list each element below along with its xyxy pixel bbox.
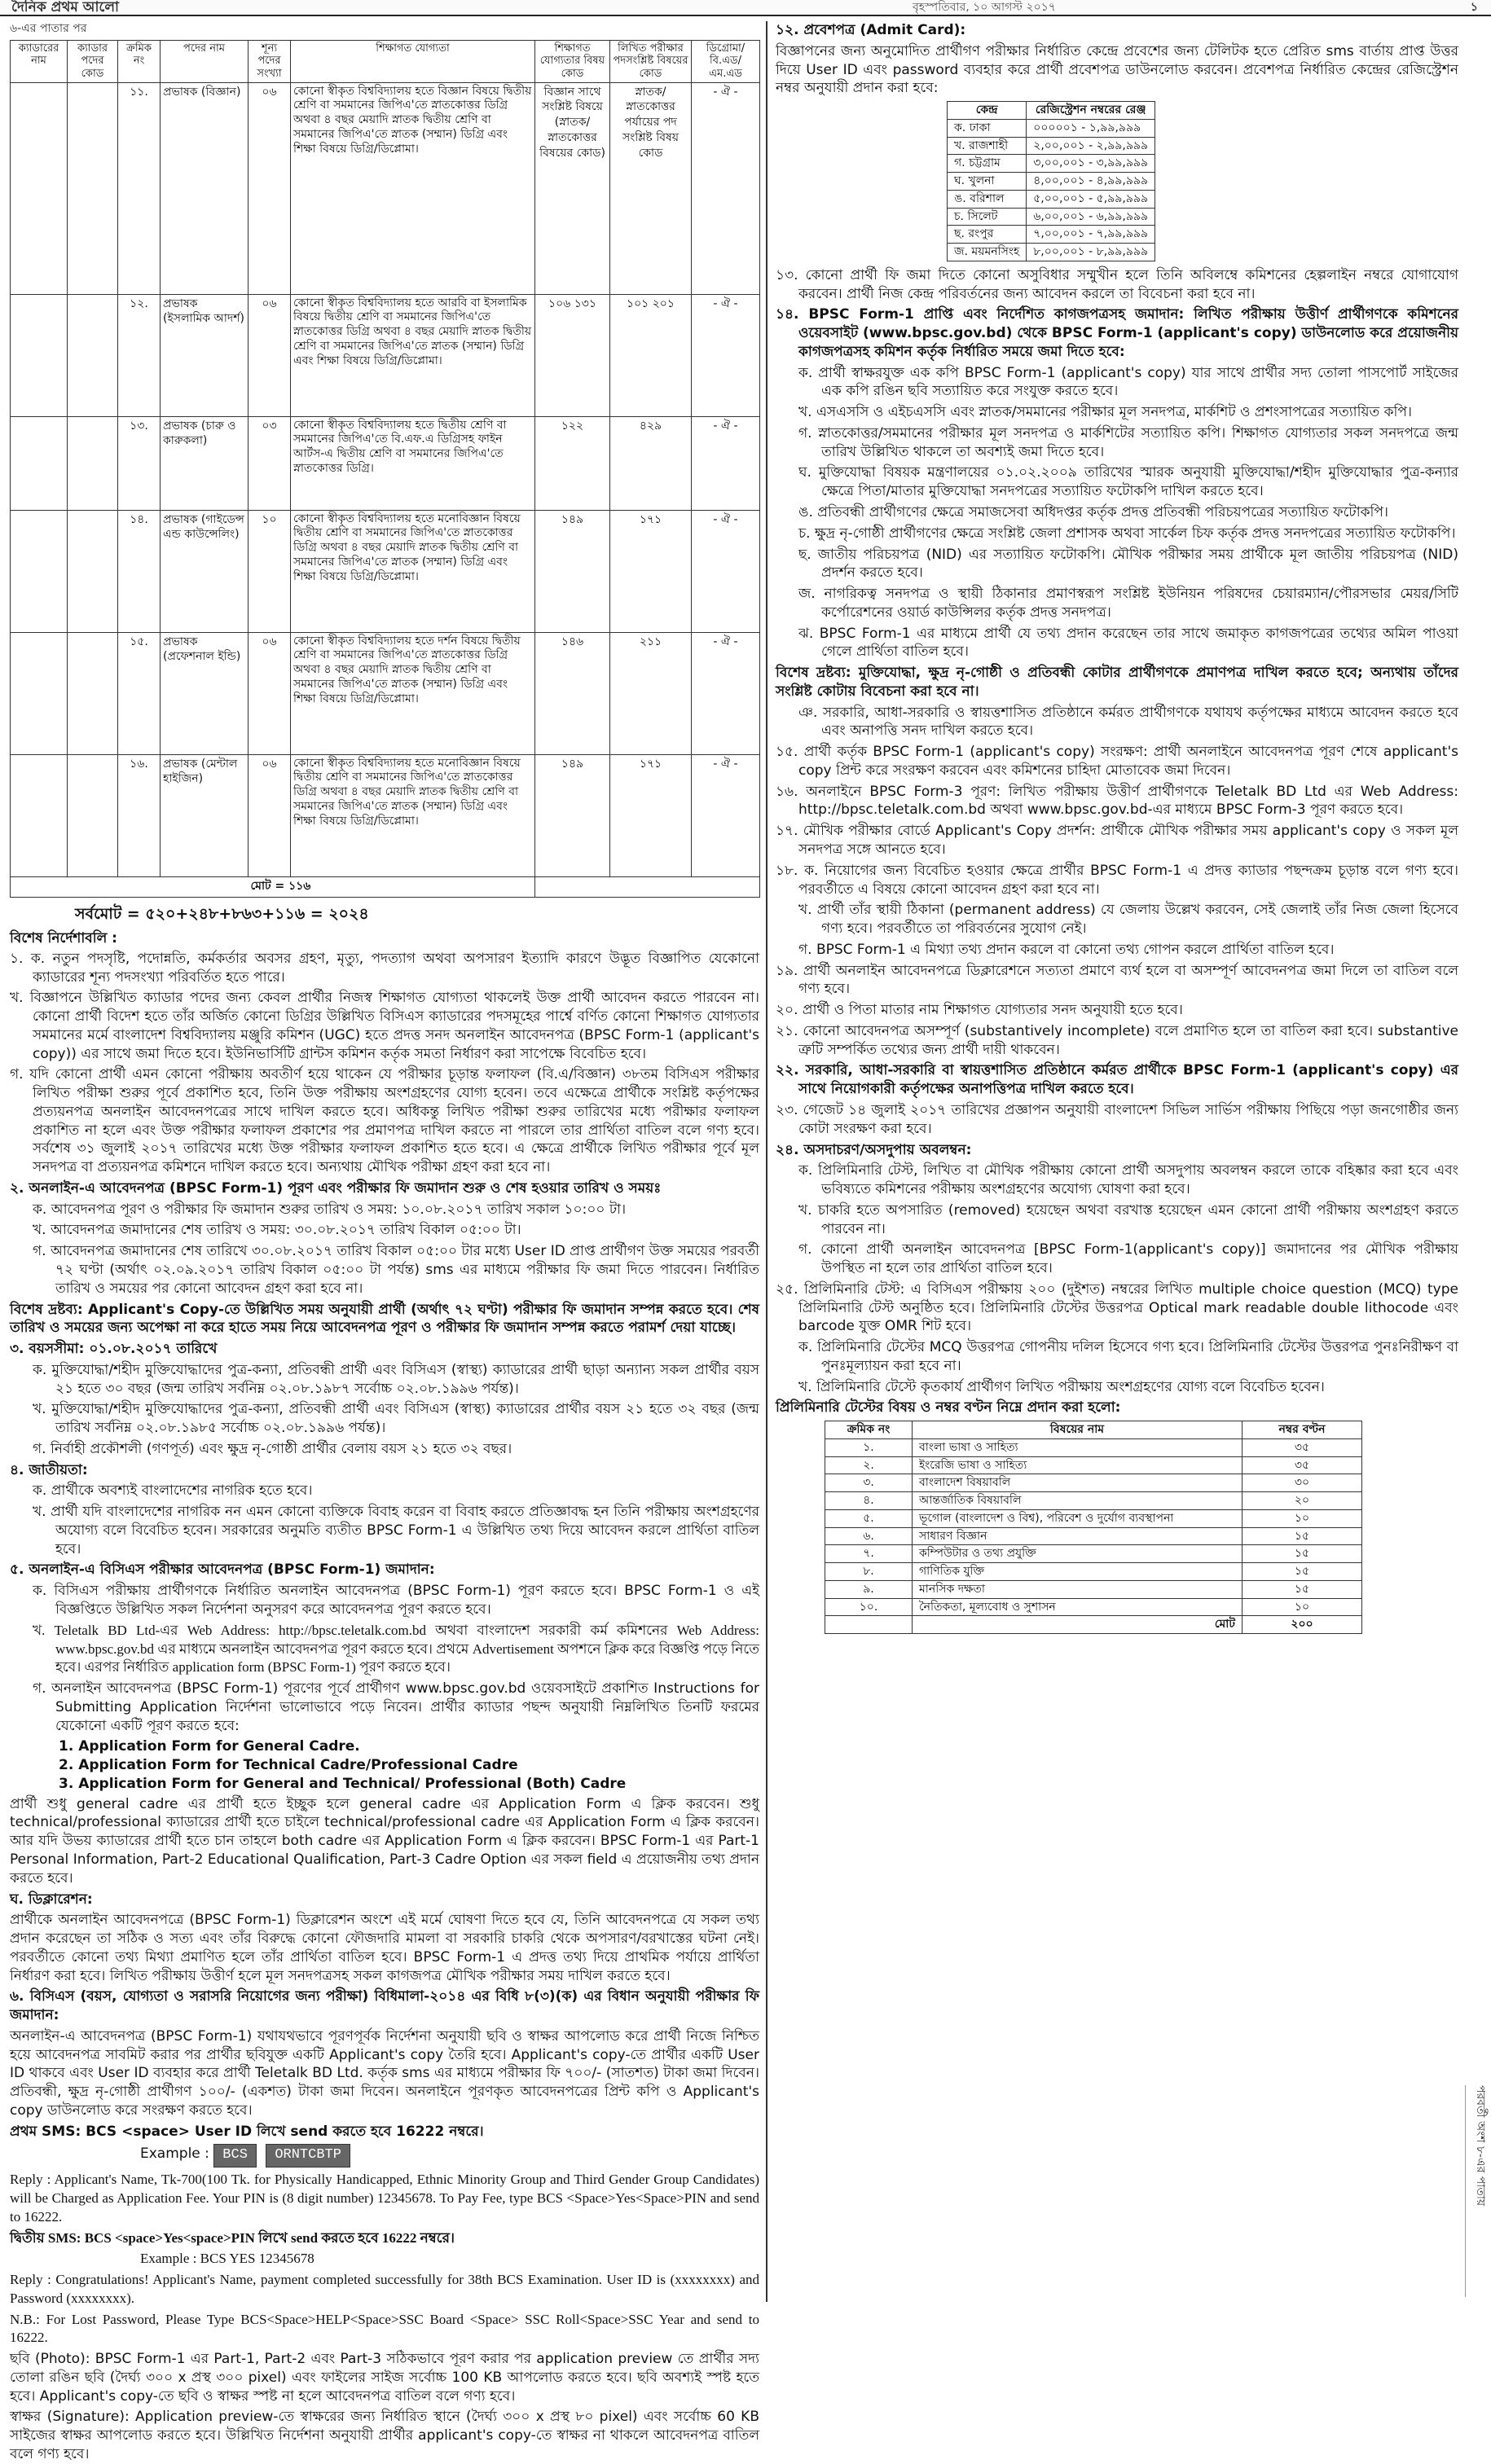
th-written-code: লিখিত পরীক্ষার পদসংশ্লিষ্ট বিষয়ের কোড [610, 40, 692, 82]
paragraph: খ. Teletalk BD Ltd-এর Web Address: http://bpsc.teletalk.com.bd অথবা বাংলাদেশ সরকারী কর্ম কমিশনের Web Address: www.bpsc.gov.bd এর মাধ্যমে অনলাইন আবেদনপত্র পূরণ করতে হবে। প্রথমে Advertisement অপশনে ক্লিক করে বিজ্ঞপ্তি পড়ে নিতে হবে। এরপর নির্ধারিত application form (BPSC Form-1) পূরণ করতে হবে। [33, 1622, 759, 1676]
sms-instruction: দ্বিতীয় SMS: BCS <space>Yes<space>PIN লিখে send করতে হবে 16222 নম্বরে। [10, 2229, 455, 2246]
paragraph: অনলাইন-এ আবেদনপত্র (BPSC Form-1) যথাযথভাবে পূরণপূর্বক নির্দেশনা অনুযায়ী ছবি ও স্বাক্ষর আপলোড করে প্রার্থী নিজে নিশ্চিত হয়ে আবেদনপত্র সাবমিট করার পর প্রার্থীর ছবিযুক্ত একটি Applicant's copy তৈরি হবে। Applicant's copy-তে প্রার্থীর একটি User ID থাকবে এবং User ID ব্যবহার করে প্রার্থী Teletalk BD Ltd. কর্তৃক sms এর মাধ্যমে পরীক্ষার ফি ৭০০/- (সাতশত) টাকা জমা দিবেন। প্রতিবন্ধী, ক্ষুদ্র নৃ-গোষ্ঠী প্রার্থীগণ ১০০/- (একশত) টাকা জমা দিবেন। অনলাইনে পূরণকৃত আবেদনপত্রের প্রিন্ট কপি ও Applicant's copy ডাউনলোড করে সংরক্ষণ করতে হবে। [10, 2027, 759, 2119]
th-post: পদের নাম [161, 40, 248, 82]
cell-post: প্রভাষক (গাইডেন্স এন্ড কাউন্সেলিং) [161, 510, 248, 632]
total-value: ২০০ [1242, 1616, 1362, 1634]
paragraph: বিজ্ঞাপনের জন্য অনুমোদিত প্রার্থীগণ পরীক্ষার নির্ধারিত কেন্দ্রে প্রবেশের জন্য টেলিটক হতে প্রেরিত sms বার্তায় প্রাপ্ত উত্তর দিয়ে User ID এবং password ব্যবহার করে প্রার্থী প্রবেশপত্র ডাউনলোড করবেন। প্রবেশপত্র নির্ধারিত কেন্দ্রের রেজিস্ট্রেশন নম্বর অনুযায়ী প্রদান করা হবে: [776, 42, 1458, 97]
cell-requirement: কোনো স্বীকৃত বিশ্ববিদ্যালয় হতে বিজ্ঞান বিষয়ে দ্বিতীয় শ্রেণি বা সমমানের জিপিএ'তে স্নাতকোত্তর ডিগ্রি অথবা ৪ বছর মেয়াদি স্নাতক দ্বিতীয় শ্রেণি বা সমমানের জিপিএ'তে স্নাতক (সম্মান) ডিগ্রি এবং শিক্ষা বিষয়ে ডিগ্রি/ডিপ্লোমা। [291, 82, 535, 294]
paragraph: ২৩. গেজেট ১৪ জুলাই ২০১৭ তারিখের প্রজ্ঞাপন অনুযায়ী বাংলাদেশ সিভিল সার্ভিস পরীক্ষায় পিছিয়ে পড়া জনগোষ্ঠীর জন্য কোটা সংরক্ষণ করা হবে। [776, 1101, 1458, 1137]
section-title: ১২. প্রবেশপত্র (Admit Card): [776, 22, 966, 38]
cell-cadre [11, 510, 68, 632]
paragraph: ক. মুক্তিযোদ্ধা/শহীদ মুক্তিযোদ্ধাদের পুত্র-কন্যা, প্রতিবন্ধী প্রার্থী এবং বিসিএস (স্বাস্থ্য) ক্যাডারের প্রার্থী ছাড়া অন্যান্য সকল প্রার্থীর বয়স ২১ হতে ৩০ বছর (জন্ম তারিখ সর্বনিম্ন ০২.০৮.১৯৮৭ সর্বোচ্চ ০২.০৮.১৯৯৬ পর্যন্ত)। [33, 1361, 759, 1397]
paragraph: ১. ক. নতুন পদসৃষ্টি, পদোন্নতি, কর্মকর্তার অবসর গ্রহণ, মৃত্যু, পদত্যাগ অথবা অপসারণ ইত্যাদি কারণে উদ্ভূত বিজ্ঞাপিত যেকোনো ক্যাডারের শূন্য পদসংখ্যা পরিবর্তিত হতে পারে। [10, 950, 759, 986]
prelim-subject-table [825, 1421, 1362, 1634]
cell-post: প্রভাষক (প্রফেশনাল ইন্ডি) [161, 632, 248, 754]
cell-marks: ৩৫ [1242, 1456, 1362, 1474]
table-row [948, 119, 1155, 137]
paragraph: গ. কোনো প্রার্থী অনলাইন আবেদনপত্র [BPSC Form-1(applicant's copy)] জমাদানের পর মৌখিক পরীক্ষায় উপস্থিত না হলে তার প্রার্থিতা বাতিল হবে। [798, 1241, 1458, 1277]
continued-note: ৬-এর পাতার পর [10, 22, 87, 35]
cell-marks: ৩০ [1242, 1474, 1362, 1492]
cell-requirement: কোনো স্বীকৃত বিশ্ববিদ্যালয় হতে মনোবিজ্ঞান বিষয়ে দ্বিতীয় শ্রেণি বা সমমানের জিপিএ'তে স্নাতকোত্তর ডিগ্রি অথবা ৪ বছর মেয়াদি স্নাতক দ্বিতীয় শ্রেণি বা সমমানের জিপিএ'তে স্নাতক (সম্মান) ডিগ্রি এবং শিক্ষা বিষয়ে ডিগ্রি/ডিপ্লোমা। [291, 754, 535, 876]
cell-code [68, 510, 118, 632]
paragraph: বিশেষ দ্রষ্টব্য: Applicant's Copy-তে উল্লিখিত সময় অনুযায়ী প্রার্থী (অর্থাৎ ৭২ ঘণ্টা) পরীক্ষার ফি জমাদান সম্পন্ন করতে হবে। শেষ তারিখ ও সময়ের জন্য অপেক্ষা না করে হাতে সময় নিয়ে আবেদনপত্র পূরণ ও পরীক্ষার ফি জমাদান সম্পন্ন করতে পরামর্শ দেয়া যাচ্ছে। [10, 1301, 759, 1337]
paragraph: ক. প্রার্থী স্বাক্ষরযুক্ত এক কপি BPSC Form-1 (applicant's copy) যার সাথে প্রার্থীর সদ্য তোলা পাসপোর্ট সাইজের এক কপি রঙিন ছবি সত্যায়িত করে সংযুক্ত করতে হবে। [798, 364, 1458, 400]
cell-diploma: - ঐ - [692, 754, 760, 876]
cell-sl: ৮. [825, 1563, 913, 1581]
paragraph: প্রার্থী শুধু general cadre এর প্রার্থী হতে ইচ্ছুক হলে general cadre এর Application Form এ ক্লিক করবেন। শুধু technical/professional ক্যাডারের প্রার্থী হতে চাইলে technical/professional cadre এর Application Form এ ক্লিক করবেন। আর যদি উভয় ক্যাডারের প্রার্থী হতে চান তাহলে both cadre এর Application Form এ ক্লিক করবেন। BPSC Form-1 এর Part-1 Personal Information, Part-2 Educational Qualification, Part-3 Cadre Option এর সকল field এ প্রয়োজনীয় তথ্য প্রদান করতে হবে। [10, 1795, 759, 1886]
column-divider [766, 21, 767, 2302]
cell-center: ঙ. বরিশাল [948, 190, 1027, 208]
cell-subject-code: বিজ্ঞান সাথে সংশ্লিষ্ট বিষয়ে (স্নাতক/ স্নাতকোত্তর বিষয়ের কোড) [535, 82, 610, 294]
paragraph: ক. প্রার্থীকে অবশ্যই বাংলাদেশের নাগরিক হতে হবে। [33, 1482, 313, 1500]
issue-date: বৃহস্পতিবার, ১০ আগস্ট ২০১৭ [913, 1, 1056, 14]
page-mark: ১ [1470, 1, 1478, 14]
table-row [948, 226, 1155, 244]
paragraph: ১৫. প্রার্থী কর্তৃক BPSC Form-1 (applicant's copy) সংরক্ষণ: প্রার্থী অনলাইনে আবেদনপত্র পূরণ শেষে applicant's copy প্রিন্ট করে সংরক্ষণ করবেন এবং কমিশনের চাহিদা মোতাবেক জমা দিবেন। [776, 744, 1458, 779]
cell-center: গ. চট্টগ্রাম [948, 155, 1027, 173]
cell-cadre [11, 632, 68, 754]
cell-center: ছ. রংপুর [948, 226, 1027, 244]
cell-range: ৭,০০,০০১ - ৭,৯৯,৯৯৯ [1027, 226, 1155, 244]
th-cadre: ক্যাডারের নাম [11, 40, 68, 82]
cell-vacancy: ০৬ [248, 82, 291, 294]
table-row [825, 1563, 1362, 1581]
cell-written-code: ২১১ [610, 632, 692, 754]
table-row [825, 1598, 1362, 1616]
table-row [825, 1527, 1362, 1545]
cell-subject: মানসিক দক্ষতা [913, 1580, 1242, 1598]
cell-sl: ১৫. [118, 632, 161, 754]
section-title: বিশেষ নির্দেশাবলি : [10, 929, 117, 947]
page-header [0, 0, 1491, 16]
cell-marks: ২০ [1242, 1492, 1362, 1510]
cell-code [68, 82, 118, 294]
cell-sl: ১৬. [118, 754, 161, 876]
paragraph: ক. আবেদনপত্র পূরণ ও পরীক্ষার ফি জমাদান শুরুর তারিখ ও সময়: ১০.০৮.২০১৭ তারিখ সকাল ১০:০০ টা। [33, 1201, 627, 1218]
left-column [10, 21, 759, 2462]
table-row [825, 1438, 1362, 1456]
side-note: পরবর্তী অংশ ৮-এর পাতায় [1465, 2085, 1488, 2297]
paragraph: ক. বিসিএস পরীক্ষায় প্রার্থীগণকে নির্ধারিত অনলাইন আবেদনপত্র (BPSC Form-1) পূরণ করতে হবে। BPSC Form-1 ও এই বিজ্ঞপ্তিতে উল্লিখিত সকল নির্দেশনা অনুসরণ করে আবেদনপত্র পূরণ করতে হবে। [33, 1583, 759, 1619]
cell-written-code: ১৭১ [610, 754, 692, 876]
posts-table [10, 40, 760, 898]
th-subject: বিষয়ের নাম [913, 1421, 1242, 1439]
paragraph: খ. বিজ্ঞাপনে উল্লিখিত ক্যাডার পদের জন্য কেবল প্রার্থীর নিজস্ব শিক্ষাগত যোগ্যতা থাকলেই উক্ত প্রার্থী আবেদন করতে পারবেন না। কোনো প্রার্থী বিদেশ হতে তাঁর অর্জিত কোনো ডিগ্রির উল্লিখিত বিসিএস ক্যাডারের পদসমূহের পার্শ্বে বর্ণিত কোনো শিক্ষাগত যোগ্যতার সমমানের মর্মে বাংলাদেশ বিশ্ববিদ্যালয় মঞ্জুরি কমিশন (UGC) হতে প্রদত্ত সনদ অনলাইন আবেদনপত্র (BPSC Form-1 (applicant's copy)) এর সাথে জমা দিতে হবে। ইউনিভার্সিটি গ্রান্টস কমিশন কর্তৃক সমতা নির্ধারণ করা সাপেক্ষে বিবেচিত হবে। [10, 990, 759, 1062]
paragraph: গ. BPSC Form-1 এ মিথ্যা তথ্য প্রদান করলে বা কোনো তথ্য গোপন করলে প্রার্থিতা বাতিল হবে। [798, 941, 1335, 958]
table-row [11, 82, 760, 294]
cell-written-code: স্নাতক/ স্নাতকোত্তর পর্যায়ের পদ সংশ্লিষ্ট বিষয় কোড [610, 82, 692, 294]
sms-userid-box: ORNTCBTP [266, 2144, 350, 2168]
cell-subject: ভূগোল (বাংলাদেশ ও বিশ্ব), পরিবেশ ও দুর্যোগ ব্যবস্থাপনা [913, 1509, 1242, 1527]
cell-range: ২,০০,০০১ - ২,৯৯,৯৯৯ [1027, 137, 1155, 155]
table-header-row [948, 102, 1155, 120]
paragraph: গ. স্নাতকোত্তর/সমমানের পরীক্ষার মূল সনদপত্র ও মার্কশিটের সত্যায়িত কপি। শিক্ষাগত যোগ্যতার সকল সনদপত্রে জন্ম তারিখ উল্লিখিত থাকলে তা অবশ্যই জমা দিতে হবে। [798, 424, 1458, 460]
table-row [948, 208, 1155, 226]
cell-range: ৪,০০,০০১ - ৪,৯৯,৯৯৯ [1027, 173, 1155, 191]
cell-vacancy: ০৬ [248, 754, 291, 876]
cell-cadre [11, 82, 68, 294]
signature-instruction: স্বাক্ষর (Signature): Application preview-তে স্বাক্ষরের জন্য নির্ধারিত স্থানে (দৈর্ঘ্য ৩০০ x প্রস্থ ৮০ pixel) এবং সর্বোচ্চ 60 KB সাইজের স্বাক্ষর আপলোড করতে হবে। উল্লিখিত নির্দেশনা অনুযায়ী প্রার্থীর applicant's copy-তে স্বাক্ষর না থাকলে আবেদনপত্র বাতিল বলে গণ্য হবে। [10, 2409, 759, 2462]
cell-sl: ১০. [825, 1598, 913, 1616]
th-sl: ক্রমিক নং [118, 40, 161, 82]
paragraph: গ. আবেদনপত্র জমাদানের শেষ তারিখে ৩০.০৮.২০১৭ তারিখ বিকাল ০৫:০০ টার মধ্যে User ID প্রাপ্ত প্রার্থীগণ উক্ত সময়ের পরবর্তী ৭২ ঘণ্টা (অর্থাৎ ০২.০৯.২০১৭ তারিখ বিকাল ০৫:০০ টা পর্যন্ত) sms এর মাধ্যমে পরীক্ষার ফি জমা দিতে পারবেন। নির্ধারিত তারিখ ও সময়ের পর কোনো আবেদন গ্রহণ করা হবে না। [33, 1243, 759, 1297]
sms-instruction: প্রথম SMS: BCS <space> User ID লিখে send করতে হবে 16222 নম্বরে। [10, 2123, 484, 2140]
cell-diploma: - ঐ - [692, 510, 760, 632]
cell-diploma: - ঐ - [692, 294, 760, 416]
cell-subject: বাংলা ভাষা ও সাহিত্য [913, 1438, 1242, 1456]
right-column [776, 21, 1458, 2302]
cell-subject: সাধারণ বিজ্ঞান [913, 1527, 1242, 1545]
paragraph: ৩. বয়সসীমা: ০১.০৮.২০১৭ তারিখে [10, 1341, 218, 1358]
cell-marks: ৩৫ [1242, 1438, 1362, 1456]
th-center: কেন্দ্র [948, 102, 1027, 120]
table-row [825, 1509, 1362, 1527]
cell-sl: ১. [825, 1438, 913, 1456]
cell-diploma: - ঐ - [692, 632, 760, 754]
paragraph: খ. আবেদনপত্র জমাদানের শেষ তারিখ ও সময়: ৩০.০৮.২০১৭ তারিখ বিকাল ০৫:০০ টা। [33, 1222, 521, 1239]
cell-vacancy: ১০ [248, 510, 291, 632]
th-subject-code: শিক্ষাগত যোগ্যতার বিষয় কোড [535, 40, 610, 82]
cell-requirement: কোনো স্বীকৃত বিশ্ববিদ্যালয় হতে দর্শন বিষয়ে দ্বিতীয় শ্রেণি বা সমমানের জিপিএ'তে স্নাতকোত্তর ডিগ্রি অথবা ৪ বছর মেয়াদি স্নাতক দ্বিতীয় শ্রেণি বা সমমানের জিপিএ'তে স্নাতক (সম্মান) ডিগ্রি এবং শিক্ষা বিষয়ে ডিগ্রি/ডিপ্লোমা। [291, 632, 535, 754]
paragraph: ৬. বিসিএস (বয়স, যোগ্যতা ও সরাসরি নিয়োগের জন্য পরীক্ষা) বিধিমালা-২০১৪ এর বিধি ৮(৩)(ক) এর বিধান অনুযায়ী পরীক্ষার ফি জমাদান: [10, 1988, 759, 2024]
paragraph: ১৬. অনলাইনে BPSC Form-3 পূরণ: লিখিত পরীক্ষায় উত্তীর্ণ প্রার্থীগণকে Teletalk BD Ltd এর Web Address: http://bpsc.teletalk.com.bd অথবা www.bpsc.gov.bd-এর মাধ্যমে BPSC Form-3 পূরণ করতে হবে। [776, 783, 1458, 819]
cell-range: ০০০০০১ - ১,৯৯,৯৯৯ [1027, 119, 1155, 137]
cell-sl: ২. [825, 1456, 913, 1474]
paragraph: ২. অনলাইন-এ আবেদনপত্র (BPSC Form-1) পূরণ এবং পরীক্ষার ফি জমাদান শুরু ও শেষ হওয়ার তারিখ ও সময়ঃ [10, 1179, 662, 1197]
cell-written-code: ৪২৯ [610, 416, 692, 510]
cell-subject: বাংলাদেশ বিষয়াবলি [913, 1474, 1242, 1492]
total-row [825, 1616, 1362, 1634]
table-row [825, 1474, 1362, 1492]
cell-center: চ. সিলেট [948, 208, 1027, 226]
paragraph: ২৫. প্রিলিমিনারি টেস্ট: এ বিসিএস পরীক্ষায় ২০০ (দুইশত) নম্বরের লিখিত multiple choice question (MCQ) type প্রিলিমিনারি টেস্ট অনুষ্ঠিত হবে। প্রিলিমিনারি টেস্টের উত্তরপত্র Optical mark readable double lithocode এবং barcode যুক্ত OMR শিট হবে। [776, 1280, 1458, 1335]
cell-sl: ৯. [825, 1580, 913, 1598]
cell-subject: নৈতিকতা, মূল্যবোধ ও সুশাসন [913, 1598, 1242, 1616]
cell-code [68, 754, 118, 876]
cell-post: প্রভাষক (বিজ্ঞান) [161, 82, 248, 294]
cell-sl: ১৪. [118, 510, 161, 632]
table-row [11, 416, 760, 510]
cell-cadre [11, 416, 68, 510]
sms-reply: Reply : Applicant's Name, Tk-700(100 Tk. for Physically Handicapped, Ethnic Minority Group and Third Gender Group Candidates) will be Charged as Application Fee. Your PIN is (8 digit number) 12345678. To Pay Fee, type BCS <Space>Yes<Space>PIN and send to 16222. [10, 2172, 759, 2225]
cell-vacancy: ০৬ [248, 632, 291, 754]
cell-sl: ৫. [825, 1509, 913, 1527]
paragraph: ২২. সরকারি, আধা-সরকারি বা স্বায়ত্তশাসিত প্রতিষ্ঠানে কর্মরত প্রার্থীকে BPSC Form-1 (applicant's copy) এর সাথে নিয়োগকারী কর্তৃপক্ষের অনাপত্তিপত্র দাখিল করতে হবে। [776, 1062, 1458, 1098]
note: N.B.: For Lost Password, Please Type BCS<Space>HELP<Space>SSC Board <Space> SSC Roll<Space>SSC Year and send to 16222. [10, 2311, 759, 2346]
cell-marks: ১০ [1242, 1509, 1362, 1527]
cell-requirement: কোনো স্বীকৃত বিশ্ববিদ্যালয় হতে আরবি বা ইসলামিক বিষয়ে দ্বিতীয় শ্রেণি বা সমমানের জিপিএ'তে স্নাতকোত্তর ডিগ্রি অথবা ৪ বছর মেয়াদি স্নাতক দ্বিতীয় শ্রেণি বা সমমানের জিপিএ'তে স্নাতক (সম্মান) ডিগ্রি এবং শিক্ষা বিষয়ে ডিগ্রি/ডিপ্লোমা। [291, 294, 535, 416]
cell-marks: ১৫ [1242, 1563, 1362, 1581]
form-list-item[interactable]: 3. Application Form for General and Technical/ Professional (Both) Cadre [59, 1775, 627, 1792]
paragraph: ছ. জাতীয় পরিচয়পত্র (NID) এর সত্যায়িত ফটোকপি। মৌখিক পরীক্ষার সময় প্রার্থীকে মূল জাতীয় পরিচয়পত্র (NID) প্রদর্শন করতে হবে। [798, 546, 1458, 582]
table-row [825, 1456, 1362, 1474]
sms-reply: Reply : Congratulations! Applicant's Name, payment completed successfully for 38th BCS Examination. User ID is (xxxxxxxx) and Password (xxxxxxxx). [10, 2272, 759, 2306]
cell-marks: ১৫ [1242, 1580, 1362, 1598]
paragraph: চ. ক্ষুদ্র নৃ-গোষ্ঠী প্রার্থীগণের ক্ষেত্রে সংশ্লিষ্ট জেলা প্রশাসক অথবা সার্কেল চিফ কর্তৃক প্রদত্ত সনদপত্রের সত্যায়িত ফটোকপি। [798, 525, 1456, 542]
th-marks: নম্বর বণ্টন [1242, 1421, 1362, 1439]
total-label: মোট [913, 1616, 1242, 1634]
paragraph: ঞ. সরকারি, আধা-সরকারি ও স্বায়ত্তশাসিত প্রতিষ্ঠানে কর্মরত প্রার্থীগণকে যথাযথ কর্তৃপক্ষের মাধ্যমে আবেদন করতে হবে এবং অনাপত্তি সনদ দাখিল করতে হবে। [798, 704, 1458, 740]
paragraph: খ. প্রার্থী তাঁর স্থায়ী ঠিকানা (permanent address) যে জেলায় উল্লেখ করবেন, সেই জেলাই তাঁর নিজ জেলা হিসেবে গণ্য হবে। পরবর্তীতে তা পরিবর্তনের সুযোগ নেই। [798, 902, 1458, 938]
cell-vacancy: ০৩ [248, 416, 291, 510]
sms-keyword-box: BCS [213, 2144, 257, 2168]
cell-subject: ইংরেজি ভাষা ও সাহিত্য [913, 1456, 1242, 1474]
cell-diploma: - ঐ - [692, 82, 760, 294]
photo-instruction: ছবি (Photo): BPSC Form-1 এর Part-1, Part-2 এবং Part-3 সঠিকভাবে পূরণ করার পর application preview তে প্রার্থীর সদ্য তোলা রঙিন ছবি (দৈর্ঘ্য ৩০০ x প্রস্থ ৩০০ pixel) এবং ফাইলের সাইজ সর্বোচ্চ 100 KB আপলোড করতে হবে। ছবি অবশ্যই স্পষ্ট হতে হবে। Applicant's copy-তে ছবি ও স্বাক্ষর স্পষ্ট না হলে আবেদনপত্র বাতিল বলে গণ্য হবে। [10, 2351, 759, 2405]
paragraph: জ. নাগরিকত্ব সনদপত্র ও স্থায়ী ঠিকানার প্রমাণস্বরূপ সংশ্লিষ্ট ইউনিয়ন পরিষদের চেয়ারম্যান/পৌরসভার মেয়র/সিটি কর্পোরেশনের ওয়ার্ড কাউন্সিলর কর্তৃক প্রদত্ত সনদপত্র। [798, 586, 1458, 621]
cell-center: ক. ঢাকা [948, 119, 1027, 137]
cell-range: ৩,০০,০০১ - ৩,৯৯,৯৯৯ [1027, 155, 1155, 173]
cell-post: প্রভাষক (চারু ও কারুকলা) [161, 416, 248, 510]
table-row [948, 155, 1155, 173]
th-range: রেজিস্ট্রেশন নম্বরের রেঞ্জ [1027, 102, 1155, 120]
cell-code [68, 632, 118, 754]
cell-code [68, 294, 118, 416]
cell-center: ঘ. খুলনা [948, 173, 1027, 191]
cell-subject: গাণিতিক যুক্তি [913, 1563, 1242, 1581]
cell-sl: ৬. [825, 1527, 913, 1545]
th-diploma: ডিগ্রোমা/ বি.এড/ এম.এড [692, 40, 760, 82]
cell-post: প্রভাষক (ইসলামিক আদর্শ) [161, 294, 248, 416]
paragraph: ক. প্রিলিমিনারি টেস্ট, লিখিত বা মৌখিক পরীক্ষায় কোনো প্রার্থী অসদুপায় অবলম্বন করলে তাকে বহিষ্কার করা হবে এবং ভবিষ্যতে কমিশনের পরীক্ষায় অংশগ্রহণের অযোগ্য ঘোষণা করা হবে। [798, 1162, 1458, 1198]
paragraph: গ. নির্বাহী প্রকৌশলী (গণপূর্ত) এবং ক্ষুদ্র নৃ-গোষ্ঠী প্রার্থীর বেলায় বয়স ২১ হতে ৩২ বছর। [33, 1440, 512, 1457]
cell-sl: ১৩. [118, 416, 161, 510]
paragraph: গ. অনলাইন আবেদনপত্র (BPSC Form-1) পূরণের পূর্বে প্রার্থীগণ www.bpsc.gov.bd ওয়েবসাইটে প্রকাশিত Instructions for Submitting Application নির্দেশনা ভালোভাবে পড়ে নিবেন। প্রার্থীর ক্যাডার পছন্দ অনুযায়ী নিম্নলিখিত তিনটি ফরমের যেকোনো একটি পূরণ করতে হবে: [33, 1680, 759, 1734]
cell-sl: ৭. [825, 1545, 913, 1563]
table-row [825, 1545, 1362, 1563]
paragraph: ২১. কোনো আবেদনপত্র অসম্পূর্ণ (substantively incomplete) বলে প্রমাণিত হলে তা বাতিল করা হবে। substantive ত্রুটি সম্পর্কিত তথ্যের জন্য প্রার্থী দায়ী থাকবেন। [776, 1022, 1458, 1058]
cell-subject-code: ১২২ [535, 416, 610, 510]
cell-subject-code: ১৪৯ [535, 754, 610, 876]
paragraph: ৫. অনলাইন-এ বিসিএস পরীক্ষার আবেদনপত্র (BPSC Form-1) জমাদান: [10, 1561, 435, 1579]
cell-sl: ১১. [118, 82, 161, 294]
paragraph: খ. মুক্তিযোদ্ধা/শহীদ মুক্তিযোদ্ধাদের পুত্র-কন্যা, প্রতিবন্ধী প্রার্থী এবং বিসিএস (স্বাস্থ্য) ক্যাডারের প্রার্থীর বয়স ২১ হতে ৩২ বছর (জন্ম তারিখ সর্বনিম্ন ০২.০৮.১৯৮৫ সর্বোচ্চ ০২.০৮.১৯৯৬ পর্যন্ত)। [33, 1401, 759, 1437]
th-sl: ক্রমিক নং [825, 1421, 913, 1439]
masthead: দৈনিক প্রথম আলো [11, 0, 119, 15]
cell-requirement: কোনো স্বীকৃত বিশ্ববিদ্যালয় হতে দ্বিতীয় শ্রেণি বা সমমানের জিপিএ'তে বি.এফ.এ ডিগ্রিসহ ফাইন আর্টস-এ দ্বিতীয় শ্রেণি বা সমমানের জিপিএ'তে স্নাতকোত্তর ডিগ্রি। [291, 416, 535, 510]
cell-range: ৮,০০,০০১ - ৮,৯৯,৯৯৯ [1027, 244, 1155, 261]
cell-subject-code: ১৪৬ [535, 632, 610, 754]
cell-center: খ. রাজশাহী [948, 137, 1027, 155]
paragraph: ১৮. ক. নিয়োগের জন্য বিবেচিত হওয়ার ক্ষেত্রে প্রার্থীর BPSC Form-1 এ প্রদত্ত ক্যাডার পছন্দক্রম চূড়ান্ত বলে গণ্য হবে। পরবর্তীতে এ বিষয়ে কোনো আবেদন গ্রহণ করা হবে না। [776, 862, 1458, 898]
cell-sl: ১২. [118, 294, 161, 416]
table-row [11, 510, 760, 632]
paragraph: ঘ. ডিক্লারেশন: [10, 1891, 93, 1908]
cell-range: ৫,০০,০০১ - ৫,৯৯,৯৯৯ [1027, 190, 1155, 208]
cell-written-code: ১৭১ [610, 510, 692, 632]
th-requirement: শিক্ষাগত যোগ্যতা [291, 40, 535, 82]
subtotal-label: মোট = [250, 879, 285, 893]
paragraph: ১৯. প্রার্থী অনলাইন আবেদনপত্রে ডিক্লারেশনে সত্যতা প্রমাণে ব্যর্থ হলে বা অসম্পূর্ণ আবেদনপত্র জমা দিলে তা বাতিল বলে গণ্য হবে। [776, 962, 1458, 998]
sms-example [140, 2144, 759, 2168]
paragraph: খ. এসএসসি ও এইচএসসি এবং স্নাতক/সমমানের পরীক্ষার মূল সনদপত্র, মার্কশিট ও প্রশংসাপত্রের সত্যায়িত কপি। [798, 404, 1413, 421]
paragraph: খ. প্রার্থী যদি বাংলাদেশের নাগরিক নন এমন কোনো ব্যক্তিকে বিবাহ করেন বা বিবাহ করতে প্রতিজ্ঞাবদ্ধ হন তিনি পরীক্ষায় অংশগ্রহণের অযোগ্য বলে বিবেচিত হবেন। সরকারের অনুমতি ব্যতীত BPSC Form-1 এ উল্লিখিত তথ্য দিয়ে আবেদন করলে প্রার্থিতা বাতিল হবে। [33, 1504, 759, 1557]
cell-subject-code: ১৪৯ [535, 510, 610, 632]
cell-subject-code: ১০৬ ১৩১ [535, 294, 610, 416]
paragraph: ১৪. BPSC Form-1 প্রাপ্তি এবং নির্দেশিত কাগজপত্রসহ জমাদান: লিখিত পরীক্ষায় উত্তীর্ণ প্রার্থীগণকে কমিশনের ওয়েবসাইট (www.bpsc.gov.bd) থেকে BPSC Form-1 (applicant's copy) ডাউনলোড করে প্রয়োজনীয় কাগজপত্রসহ কমিশন কর্তৃক নির্ধারিত সময়ে জমা দিতে হবে: [776, 306, 1458, 360]
table-row [825, 1492, 1362, 1510]
paragraph: ক. প্রিলিমিনারি টেস্টের MCQ উত্তরপত্র গোপনীয় দলিল হিসেবে গণ্য হবে। প্রিলিমিনারি টেস্টের উত্তরপত্র পুনঃনিরীক্ষণ বা পুনঃমূল্যায়ন করা হবে না। [798, 1339, 1458, 1374]
paragraph: খ. চাকরি হতে অপসারিত (removed) হয়েছেন অথবা বরখাস্ত হয়েছেন এমন কোনো প্রার্থী পরীক্ষায় অংশগ্রহণ করতে পারবেন না। [798, 1201, 1458, 1237]
table-row [948, 244, 1155, 261]
cell-marks: ১৫ [1242, 1545, 1362, 1563]
cell-subject: আন্তর্জাতিক বিষয়াবলি [913, 1492, 1242, 1510]
cell-sl: ৩. [825, 1474, 913, 1492]
form-list-item[interactable]: 2. Application Form for Technical Cadre/Professional Cadre [59, 1757, 518, 1774]
form-list [59, 1737, 759, 1793]
table-row [825, 1580, 1362, 1598]
paragraph: ১৩. কোনো প্রার্থী ফি জমা দিতে কোনো অসুবিধার সম্মুখীন হলে তিনি অবিলম্বে কমিশনের হেল্পলাইন নম্বরে যোগাযোগ করবেন। প্রার্থী নিজ কেন্দ্র পরিবর্তনের জন্য আবেদন করলে তা বিবেচনা করা হবে না। [776, 266, 1458, 302]
cell-sl: ৪. [825, 1492, 913, 1510]
table-header-row [825, 1421, 1362, 1439]
cell-requirement: কোনো স্বীকৃত বিশ্ববিদ্যালয় হতে মনোবিজ্ঞান বিষয়ে দ্বিতীয় শ্রেণি বা সমমানের জিপিএ'তে স্নাতকোত্তর ডিগ্রি অথবা ৪ বছর মেয়াদি স্নাতক দ্বিতীয় শ্রেণি বা সমমানের জিপিএ'তে স্নাতক (সম্মান) ডিগ্রি এবং শিক্ষা বিষয়ে ডিগ্রি/ডিপ্লোমা। [291, 510, 535, 632]
paragraph: ঝ. BPSC Form-1 এর মাধ্যমে প্রার্থী যে তথ্য প্রদান করেছেন তার সাথে জমাকৃত কাগজপত্রের তথ্যের অমিল পাওয়া গেলে প্রার্থিতা বাতিল হবে। [798, 625, 1458, 661]
th-vacancy: শূন্য পদের সংখ্যা [248, 40, 291, 82]
sms-example: Example : BCS YES 12345678 [140, 2251, 314, 2267]
cell-vacancy: ০৬ [248, 294, 291, 416]
special-note: বিশেষ দ্রষ্টব্য: মুক্তিযোদ্ধা, ক্ষুদ্র নৃ-গোষ্ঠী ও প্রতিবন্ধী কোটার প্রার্থীগণকে প্রমাণপত্র দাখিল করতে হবে; অন্যথায় তাঁদের সংশ্লিষ্ট কোটায় বিবেচনা করা হবে না। [776, 665, 1458, 700]
cell-cadre [11, 754, 68, 876]
cell-marks: ১০ [1242, 1598, 1362, 1616]
paragraph: গ. যদি কোনো প্রার্থী এমন কোনো পরীক্ষায় অবতীর্ণ হয়ে থাকেন যে পরীক্ষার চূড়ান্ত ফলাফল (বি.এ/বিজ্ঞান) ৩৮তম বিসিএস পরীক্ষার লিখিত পরীক্ষা শুরুর পূর্বে প্রকাশিত হবে, তিনি উক্ত পরীক্ষায় অংশগ্রহণের যোগ্য হবেন। তবে এক্ষেত্রে প্রার্থীকে সংশ্লিষ্ট কর্তৃপক্ষের প্রত্যয়নপত্র অনলাইন আবেদনপত্রের সাথে দাখিল করতে হবে। অধিকন্তু লিখিত পরীক্ষা শুরুর তারিখের মধ্যে পরীক্ষার ফলাফল প্রকাশিত না হলে এবং উক্ত পরীক্ষার ফলাফল প্রকাশের পর প্রমাণপত্র দাখিল করতে না পারলে তার প্রার্থিতা বাতিল বলে গণ্য হবে। সর্বশেষ ৩১ জুলাই ২০১৭ তারিখের মধ্যে উক্ত পরীক্ষার ফলাফল প্রকাশিত হতে হবে। এ ক্ষেত্রে প্রার্থীকে লিখিত পরীক্ষার পূর্বে মূল সনদপত্র বা প্রত্যয়নপত্র কমিশনে দাখিল করতে হবে। অন্যথায় মৌখিক পরীক্ষা গ্রহণ করা হবে না। [10, 1066, 759, 1176]
paragraph: প্রিলিমিনারি টেস্টের বিষয় ও নম্বর বণ্টন নিম্নে প্রদান করা হলো: [776, 1399, 1121, 1416]
table-row [948, 137, 1155, 155]
table-row [11, 754, 760, 876]
cell-range: ৬,০০,০০১ - ৬,৯৯,৯৯৯ [1027, 208, 1155, 226]
cell-post: প্রভাষক (মেন্টাল হাইজিন) [161, 754, 248, 876]
paragraph: ১৭. মৌখিক পরীক্ষার বোর্ডে Applicant's Copy প্রদর্শন: প্রার্থীকে মৌখিক পরীক্ষার সময় applicant's copy ও সকল মূল সনদপত্র সঙ্গে আনতে হবে। [776, 823, 1458, 859]
paragraph: ঙ. প্রতিবন্ধী প্রার্থীগণের ক্ষেত্রে সমাজসেবা অধিদপ্তর কর্তৃক প্রদত্ত প্রতিবন্ধী পরিচয়পত্রের সত্যায়িত ফটোকপি। [798, 504, 1388, 520]
grand-total: সর্বমোট = ৫২০+২৪৮+৮৬৩+১১৬ = ২০২৪ [75, 904, 369, 923]
form-list-item[interactable]: 1. Application Form for General Cadre. [59, 1738, 360, 1755]
cell-marks: ১৫ [1242, 1527, 1362, 1545]
table-row [11, 294, 760, 416]
subtotal-row [11, 876, 760, 897]
example-label: Example : [140, 2146, 209, 2163]
paragraph: ৪. জাতীয়তা: [10, 1461, 88, 1478]
registration-table [947, 101, 1155, 261]
paragraph: ২০. প্রার্থী ও পিতা মাতার নাম শিক্ষাগত যোগ্যতার সনদ অনুযায়ী হতে হবে। [776, 1002, 1183, 1019]
cell-center: জ. ময়মনসিংহ [948, 244, 1027, 261]
cell-subject: কম্পিউটার ও তথ্য প্রযুক্তি [913, 1545, 1242, 1563]
th-code: ক্যাডার পদের কোড [68, 40, 118, 82]
cell-cadre [11, 294, 68, 416]
table-row [948, 173, 1155, 191]
paragraph: ঘ. মুক্তিযোদ্ধা বিষয়ক মন্ত্রণালয়ের ০১.০২.২০০৯ তারিখের স্মারক অনুযায়ী মুক্তিযোদ্ধা/শহীদ মুক্তিযোদ্ধার পুত্র-কন্যার ক্ষেত্রে পিতা/মাতার মুক্তিযোদ্ধা সনদপত্রের সত্যায়িত ফটোকপি দাখিল করতে হবে। [798, 464, 1458, 500]
cell-written-code: ১০১ ২০১ [610, 294, 692, 416]
paragraph: ২৪. অসদাচরণ/অসদুপায় অবলম্বন: [776, 1141, 972, 1158]
cell-code [68, 416, 118, 510]
table-row [948, 190, 1155, 208]
table-row [11, 632, 760, 754]
subtotal-value: ১১৬ [288, 879, 311, 893]
table-header-row [11, 40, 760, 82]
paragraph: খ. প্রিলিমিনারি টেস্টে কৃতকার্য প্রার্থীগণ লিখিত পরীক্ষায় অংশগ্রহণের যোগ্য বলে বিবেচিত হবেন। [798, 1378, 1325, 1395]
cell-diploma: - ঐ - [692, 416, 760, 510]
paragraph: প্রার্থীকে অনলাইন আবেদনপত্রে (BPSC Form-1) ডিক্লারেশন অংশে এই মর্মে ঘোষণা দিতে হবে যে, তিনি আবেদনপত্রে যে সকল তথ্য প্রদান করেছেন তা সঠিক ও সত্য এবং তাঁর বিরুদ্ধে কোনো ফৌজদারি মামলা বা সরকারি চাকরি থেকে অপসারণ/বরখাস্তের ঘটনা নেই। পরবর্তীতে কোনো তথ্য মিথ্যা প্রমাণিত হলে তাঁর প্রার্থিতা বাতিল হবে। BPSC Form-1 এ প্রদত্ত তথ্য দিয়ে প্রাথমিক পর্যায়ে প্রার্থিতা নির্ধারণ করা হবে। লিখিত পরীক্ষায় উত্তীর্ণ হলে মূল সনদপত্রসহ সকল কাগজপত্র মৌখিক পরীক্ষার সময় দাখিল করতে হবে। [10, 1912, 759, 1984]
